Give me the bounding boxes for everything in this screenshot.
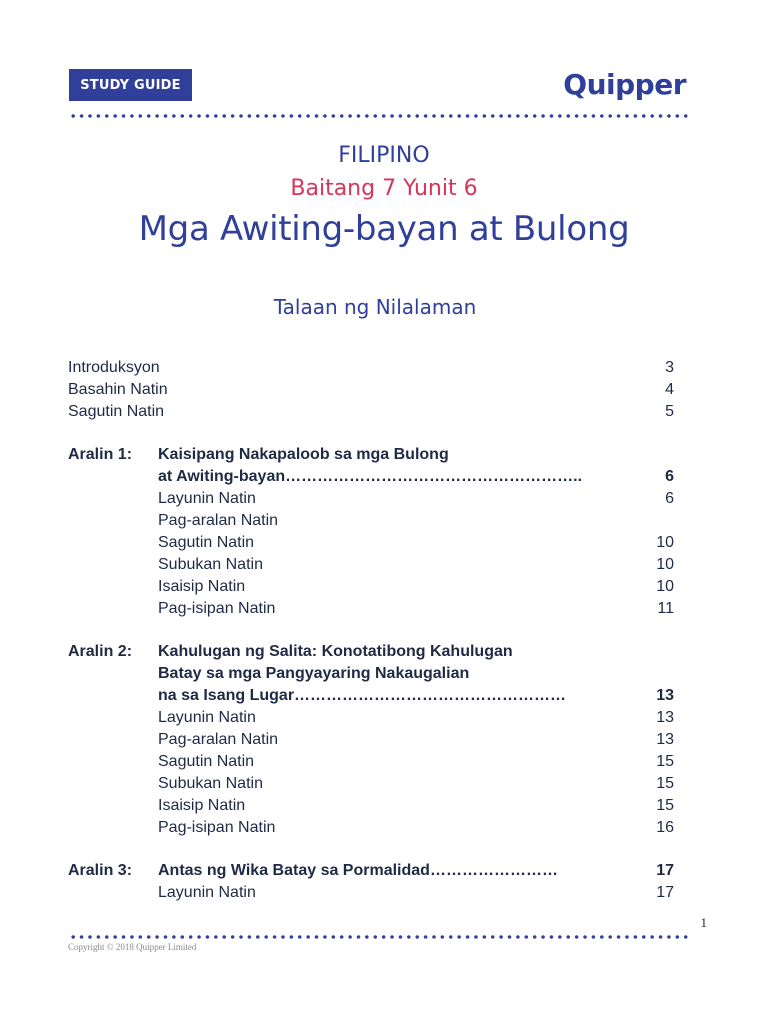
toc-item-layunin-natin[interactable]: Layunin Natin bbox=[158, 490, 256, 507]
toc-page-number: 15 bbox=[656, 797, 674, 814]
toc-page-number: 6 bbox=[665, 490, 674, 507]
study-guide-badge: STUDY GUIDE bbox=[69, 69, 192, 101]
toc-item-subukan-natin[interactable]: Subukan Natin bbox=[158, 556, 263, 573]
toc-item-pag-aralan-natin[interactable]: Pag-aralan Natin bbox=[158, 731, 279, 748]
toc-item-basahin-natin[interactable]: Basahin Natin bbox=[68, 381, 168, 398]
lesson-1-label: Aralin 1: bbox=[68, 446, 133, 463]
toc-page-number: 4 bbox=[665, 381, 674, 398]
toc-item-introduksyon[interactable]: Introduksyon bbox=[68, 359, 160, 376]
toc-page-number: 10 bbox=[656, 556, 674, 573]
toc-page-number: 15 bbox=[656, 775, 674, 792]
toc-item-isaisip-natin[interactable]: Isaisip Natin bbox=[158, 797, 246, 814]
lesson-2-title-continued[interactable]: na sa Isang Lugar…………………………………………… bbox=[158, 687, 567, 704]
subject-title: FILIPINO bbox=[338, 143, 430, 168]
toc-item-sagutin-natin[interactable]: Sagutin Natin bbox=[158, 534, 255, 551]
lesson-1-title-continued[interactable]: at Awiting-bayan……………………………………………….. bbox=[158, 468, 583, 485]
toc-item-pag-isipan-natin[interactable]: Pag-isipan Natin bbox=[158, 819, 276, 836]
toc-page-number: 17 bbox=[656, 884, 674, 901]
lesson-1-title[interactable]: Kaisipang Nakapaloob sa mga Bulong bbox=[158, 446, 449, 463]
toc-page-number: 10 bbox=[656, 578, 674, 595]
lesson-2-title-continued[interactable]: Batay sa mga Pangyayaring Nakaugalian bbox=[158, 665, 470, 682]
grade-unit-title: Baitang 7 Yunit 6 bbox=[290, 176, 478, 201]
toc-item-isaisip-natin[interactable]: Isaisip Natin bbox=[158, 578, 246, 595]
toc-page-number: 3 bbox=[665, 359, 674, 376]
quipper-logo: Quipper bbox=[563, 68, 686, 101]
lesson-3-page: 17 bbox=[656, 862, 674, 879]
lesson-3-label: Aralin 3: bbox=[68, 862, 133, 879]
toc-heading: Talaan ng Nilalaman bbox=[273, 295, 477, 319]
lesson-3-title[interactable]: Antas ng Wika Batay sa Pormalidad…………………… bbox=[158, 862, 558, 879]
lesson-2-title[interactable]: Kahulugan ng Salita: Konotatibong Kahulugan bbox=[158, 643, 513, 660]
toc-item-pag-isipan-natin[interactable]: Pag-isipan Natin bbox=[158, 600, 276, 617]
page-title: Mga Awiting-bayan at Bulong bbox=[138, 209, 630, 249]
lesson-2-page: 13 bbox=[656, 687, 674, 704]
lesson-2-label: Aralin 2: bbox=[68, 643, 133, 660]
toc-item-subukan-natin[interactable]: Subukan Natin bbox=[158, 775, 263, 792]
toc-item-sagutin-natin[interactable]: Sagutin Natin bbox=[158, 753, 255, 770]
toc-item-pag-aralan-natin[interactable]: Pag-aralan Natin bbox=[158, 512, 279, 529]
lesson-1-page: 6 bbox=[665, 468, 674, 485]
toc-page-number: 10 bbox=[656, 534, 674, 551]
bottom-dotted-divider bbox=[69, 935, 689, 939]
toc-item-layunin-natin[interactable]: Layunin Natin bbox=[158, 884, 256, 901]
toc-page-number: 13 bbox=[656, 709, 674, 726]
page-number: 1 bbox=[700, 915, 707, 930]
toc-page-number: 16 bbox=[656, 819, 674, 836]
toc-page-number: 11 bbox=[657, 600, 674, 617]
toc-page-number bbox=[614, 510, 674, 532]
toc-item-layunin-natin[interactable]: Layunin Natin bbox=[158, 709, 256, 726]
copyright-notice: Copyright © 2018 Quipper Limited bbox=[68, 942, 197, 952]
toc-page-number: 13 bbox=[656, 731, 674, 748]
toc-page-number: 15 bbox=[656, 753, 674, 770]
toc-item-sagutin-natin[interactable]: Sagutin Natin bbox=[68, 403, 165, 420]
toc-page-number: 5 bbox=[665, 403, 674, 420]
